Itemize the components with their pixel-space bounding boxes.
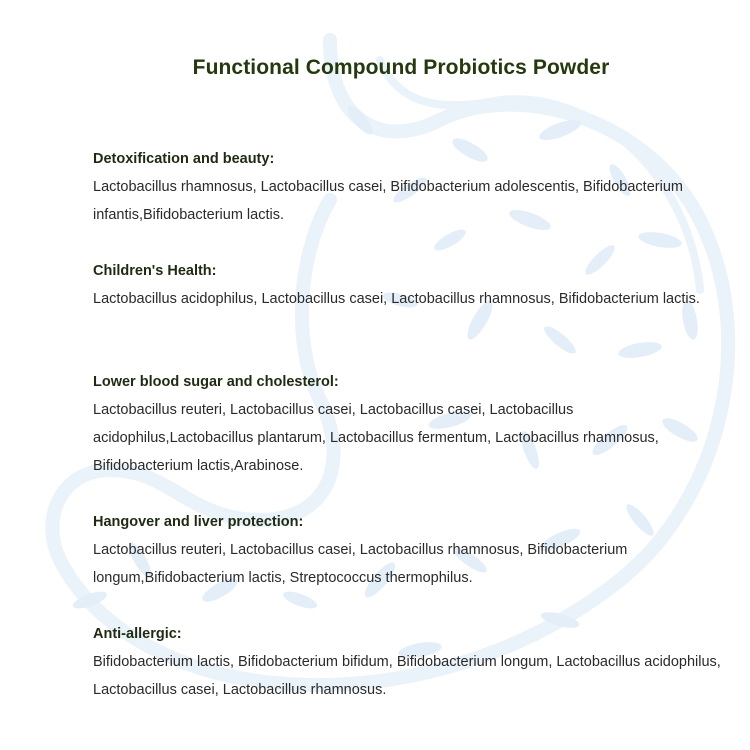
section-body: Bifidobacterium lactis, Bifidobacterium bifidum, Bifidobacterium longum, Lactobacillus acidophilus, Lactobacillus casei, Lactobacillus rhamnosus. [93, 654, 721, 698]
section-heading: Detoxification and beauty: [93, 151, 275, 167]
section-heading: Children's Health: [93, 263, 217, 279]
section-anti-allergic [93, 620, 733, 704]
section-body: Lactobacillus reuteri, Lactobacillus casei, Lactobacillus casei, Lactobacillus acidophilus,Lactobacillus plantarum, Lactobacillus fermentum, Lactobacillus rhamnosus, Bifidobacterium lactis,Arabinose. [93, 402, 659, 474]
section-body: Lactobacillus acidophilus, Lactobacillus casei, Lactobacillus rhamnosus, Bifidobacterium lactis. [93, 291, 700, 307]
section-body: Lactobacillus rhamnosus, Lactobacillus casei, Bifidobacterium adolescentis, Bifidobacterium infantis,Bifidobacterium lactis. [93, 179, 683, 223]
section-heading: Lower blood sugar and cholesterol: [93, 374, 339, 390]
section-heading: Anti-allergic: [93, 626, 182, 642]
page-title: Functional Compound Probiotics Powder [192, 56, 610, 79]
section-hangover-liver [93, 508, 733, 592]
section-detox-beauty [93, 145, 733, 229]
section-heading: Hangover and liver protection: [93, 514, 304, 530]
section-childrens-health [93, 257, 733, 313]
section-body: Lactobacillus reuteri, Lactobacillus casei, Lactobacillus rhamnosus, Bifidobacterium longum,Bifidobacterium lactis, Streptococcus thermophilus. [93, 542, 628, 586]
section-blood-sugar-cholesterol [93, 368, 733, 480]
